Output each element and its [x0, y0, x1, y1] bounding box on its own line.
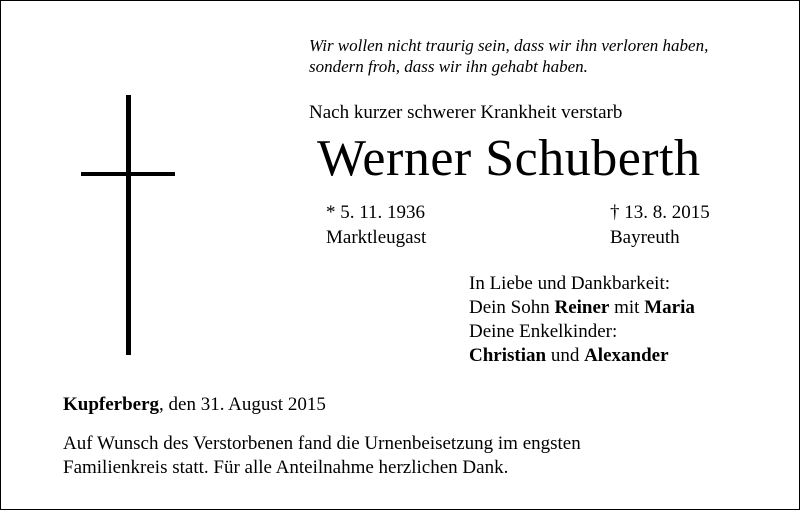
cross-vertical-beam — [126, 95, 131, 355]
date-text: , den 31. August 2015 — [159, 394, 326, 415]
birth-date: * 5. 11. 1936 — [326, 202, 426, 223]
grandchild-name-2: Alexander — [584, 345, 669, 366]
grandchild-name-1: Christian — [469, 345, 547, 366]
mourners-heading: In Liebe und Dankbarkeit: — [469, 273, 671, 294]
death-info — [610, 200, 710, 250]
cross-horizontal-beam — [81, 172, 175, 176]
son-connector: mit — [609, 297, 645, 318]
place-name: Kupferberg — [63, 394, 160, 415]
death-date: † 13. 8. 2015 — [610, 202, 710, 223]
birth-info — [326, 200, 426, 250]
quote-line-2: sondern froh, dass wir ihn gehabt haben. — [309, 57, 588, 76]
son-partner-name: Maria — [644, 297, 695, 318]
son-prefix: Dein Sohn — [469, 297, 555, 318]
death-place: Bayreuth — [610, 227, 680, 248]
place-and-date — [63, 394, 326, 416]
mourners-son-line — [469, 296, 695, 320]
closing-note — [63, 432, 723, 480]
deceased-name: Werner Schuberth — [317, 130, 701, 187]
closing-line-1: Auf Wunsch des Verstorbenen fand die Urnenbeisetzung im engsten — [63, 433, 581, 454]
intro-text: Nach kurzer schwerer Krankheit verstarb — [309, 102, 623, 123]
memorial-quote — [309, 35, 779, 77]
birth-place: Marktleugast — [326, 227, 427, 248]
closing-line-2: Familienkreis statt. Für alle Anteilnahme herzlichen Dank. — [63, 457, 509, 478]
mourners-block — [469, 272, 695, 368]
grandchildren-heading: Deine Enkelkinder: — [469, 321, 618, 342]
grandchildren-connector: und — [546, 345, 585, 366]
cross-icon — [81, 95, 175, 355]
quote-line-1: Wir wollen nicht traurig sein, dass wir ihn verloren haben, — [309, 36, 709, 55]
son-name: Reiner — [554, 297, 610, 318]
grandchildren-line — [469, 344, 695, 368]
